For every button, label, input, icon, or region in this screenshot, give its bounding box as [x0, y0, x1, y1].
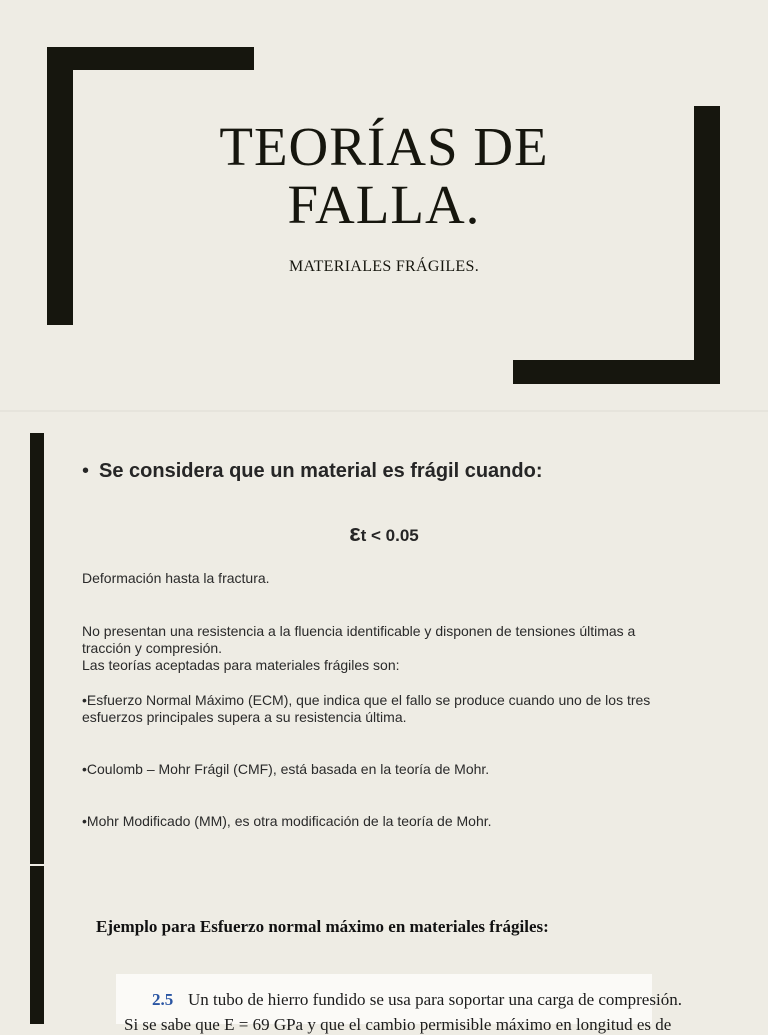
left-accent-bar-upper	[30, 433, 44, 864]
title-line-1: TEORÍAS DE	[219, 116, 549, 177]
slide-divider	[0, 410, 768, 412]
problem-text-line-1: Un tubo de hierro fundido se usa para soportar una carga de compresión.	[188, 990, 682, 1009]
epsilon-subscript: t	[360, 526, 367, 545]
problem-number: 2.5	[152, 990, 174, 1009]
brittleness-formula	[0, 520, 768, 548]
title-line-2: FALLA.	[287, 174, 481, 235]
frame-bar-bottom-right-horizontal	[513, 360, 720, 384]
bullet-heading-text: Se considera que un material es frágil cuando:	[99, 460, 543, 482]
slide-title	[0, 118, 768, 234]
bullet-dot: •	[82, 460, 90, 482]
paragraph-accepted-theories: Las teorías aceptadas para materiales frágiles son:	[82, 657, 400, 673]
problem-text-line-2: Si se sabe que E = 69 GPa y que el cambio permisible máximo en longitud es de	[124, 1015, 672, 1034]
frame-bar-top-left-horizontal	[47, 47, 254, 70]
paragraph-ecm: •Esfuerzo Normal Máximo (ECM), que indica que el fallo se produce cuando uno de los tres esfuerzos principales supera a su resistencia última.	[82, 692, 651, 725]
left-accent-bar-lower	[30, 866, 44, 1024]
epsilon-symbol: ε	[349, 520, 361, 547]
example-heading: Ejemplo para Esfuerzo normal máximo en materiales frágiles:	[96, 917, 549, 936]
bullet-heading	[82, 460, 542, 483]
title-slide	[0, 0, 768, 410]
paragraph-no-yield: No presentan una resistencia a la fluencia identificable y disponen de tensiones últimas a tracción y compresión.	[82, 623, 636, 656]
paragraph-mm: •Mohr Modificado (MM), es otra modificación de la teoría de Mohr.	[82, 813, 492, 829]
formula-condition: < 0.05	[366, 526, 419, 545]
scanned-problem-image	[116, 974, 682, 1034]
paragraph-cmf: •Coulomb – Mohr Frágil (CMF), está basada en la teoría de Mohr.	[82, 761, 490, 777]
slide-subtitle: MATERIALES FRÁGILES.	[288, 258, 479, 275]
paragraph-deformation: Deformación hasta la fractura.	[82, 570, 270, 586]
